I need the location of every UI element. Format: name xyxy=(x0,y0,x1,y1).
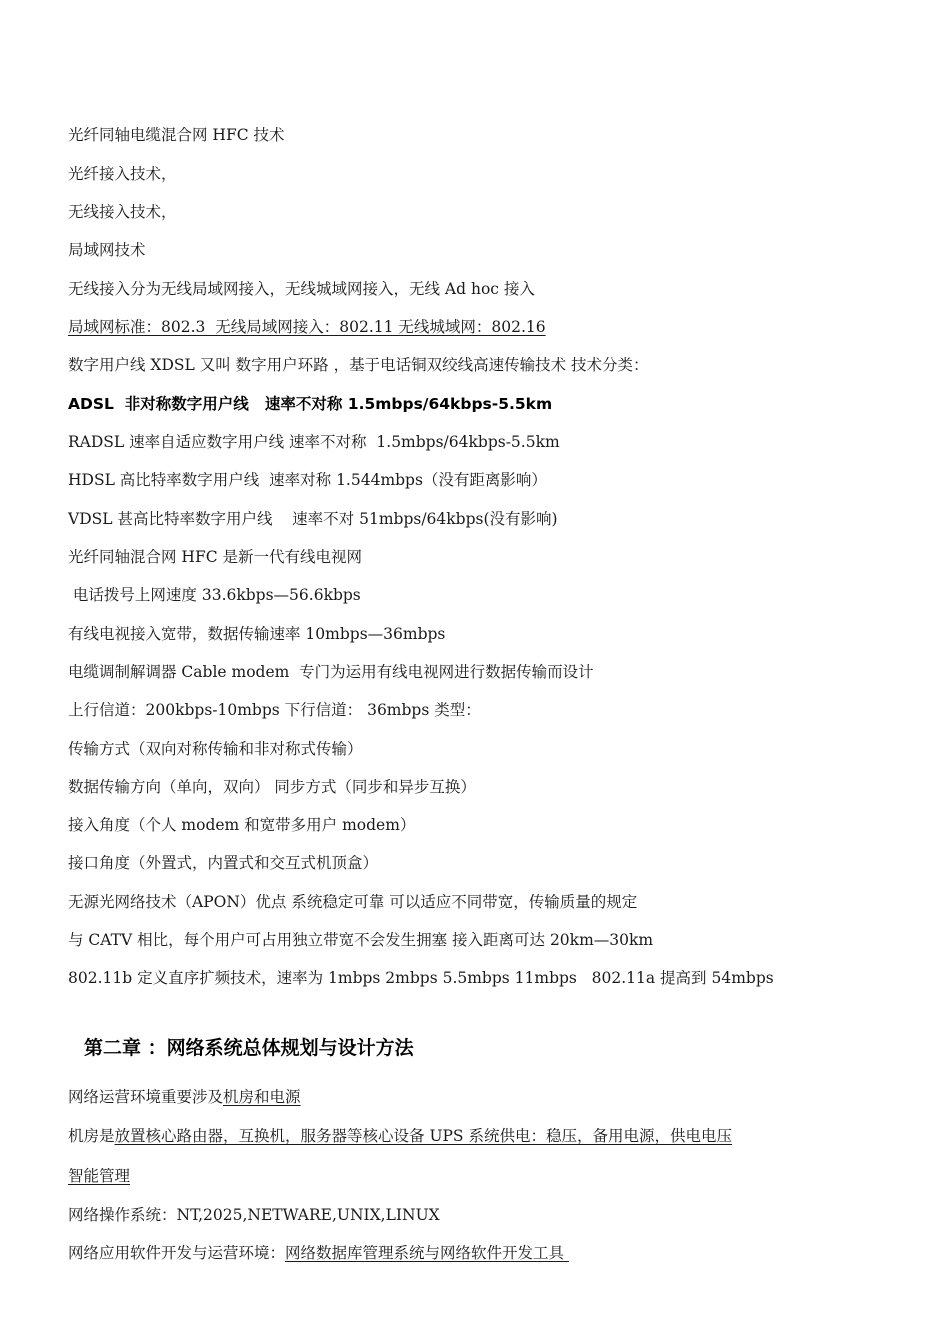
text-line-adsl: ADSL 非对称数字用户线 速率不对称 1.5mbps/64kbps-5.5km xyxy=(68,395,553,413)
text-line-transmission-mode: 传输方式（双向对称传输和非对称式传输） xyxy=(68,740,363,758)
text-line-80211: 802.11b 定义直序扩频技术，速率为 1mbps 2mbps 5.5mbps 11mbps 802.11a 提高到 54mbps xyxy=(68,969,774,987)
dev-underlined: 网络数据库管理系统与网络软件开发工具 xyxy=(285,1244,569,1262)
text-line-cable-broadband: 有线电视接入宽带，数据传输速率 10mbps—36mbps xyxy=(68,625,446,643)
text-line-dialup-speed: 电话拨号上网速度 33.6kbps—56.6kbps xyxy=(68,586,361,604)
text-line-access-angle: 接入角度（个人 modem 和宽带多用户 modem） xyxy=(68,816,416,834)
text-line-channels: 上行信道：200kbps-10mbps 下行信道： 36mbps 类型： xyxy=(68,701,481,719)
env-underlined: 机房和电源 xyxy=(223,1088,301,1106)
text-line-machine-room xyxy=(68,1125,732,1147)
text-line-lan-tech: 局域网技术 xyxy=(68,241,146,259)
text-line-radsl: RADSL 速率自适应数字用户线 速率不对称 1.5mbps/64kbps-5.5km xyxy=(68,433,560,451)
chapter-heading: 第二章 ：网络系统总体规划与设计方法 xyxy=(84,1037,414,1059)
text-line-hfc-tech: 光纤同轴电缆混合网 HFC 技术 xyxy=(68,126,285,144)
text-line-hdsl: HDSL 高比特率数字用户线 速率对称 1.544mbps（没有距离影响） xyxy=(68,471,547,489)
room-prefix: 机房是 xyxy=(68,1127,115,1145)
text-line-interface-angle: 接口角度（外置式，内置式和交互式机顶盒） xyxy=(68,854,379,872)
text-line-dev-env xyxy=(68,1242,569,1264)
text-line-wireless-access: 无线接入技术， xyxy=(68,203,177,221)
text-line-lan-standards: 局域网标准：802.3 无线局域网接入：802.11 无线城域网：802.16 xyxy=(68,318,546,336)
text-line-fiber-access: 光纤接入技术， xyxy=(68,165,177,183)
text-line-apon: 无源光网络技术（APON）优点 系统稳定可靠 可以适应不同带宽，传输质量的规定 xyxy=(68,893,638,911)
text-line-hfc-cable-tv: 光纤同轴混合网 HFC 是新一代有线电视网 xyxy=(68,548,362,566)
env-prefix: 网络运营环境重要涉及 xyxy=(68,1088,224,1106)
text-line-data-direction: 数据传输方向（单向，双向） 同步方式（同步和异步互换） xyxy=(68,778,476,796)
text-line-wireless-types: 无线接入分为无线局域网接入，无线城域网接入，无线 Ad hoc 接入 xyxy=(68,280,535,298)
text-line-vdsl: VDSL 甚高比特率数字用户线 速率不对 51mbps/64kbps(没有影响) xyxy=(68,510,558,528)
text-line-xdsl: 数字用户线 XDSL 又叫 数字用户环路 ，基于电话铜双绞线高速传输技术 技术分类： xyxy=(68,356,649,374)
dev-prefix: 网络应用软件开发与运营环境： xyxy=(68,1244,286,1262)
text-line-cable-modem: 电缆调制解调器 Cable modem 专门为运用有线电视网进行数据传输而设计 xyxy=(68,663,594,681)
text-line-operating-env xyxy=(68,1086,301,1108)
text-line-catv-compare: 与 CATV 相比，每个用户可占用独立带宽不会发生拥塞 接入距离可达 20km—30km xyxy=(68,931,654,949)
text-line-network-os: 网络操作系统：NT,2025,NETWARE,UNIX,LINUX xyxy=(68,1206,440,1224)
text-line-smart-management: 智能管理 xyxy=(68,1167,131,1185)
room-underlined: 放置核心路由器，互换机，服务器等核心设备 UPS 系统供电：稳压，备用电源，供电电压 xyxy=(114,1127,732,1145)
